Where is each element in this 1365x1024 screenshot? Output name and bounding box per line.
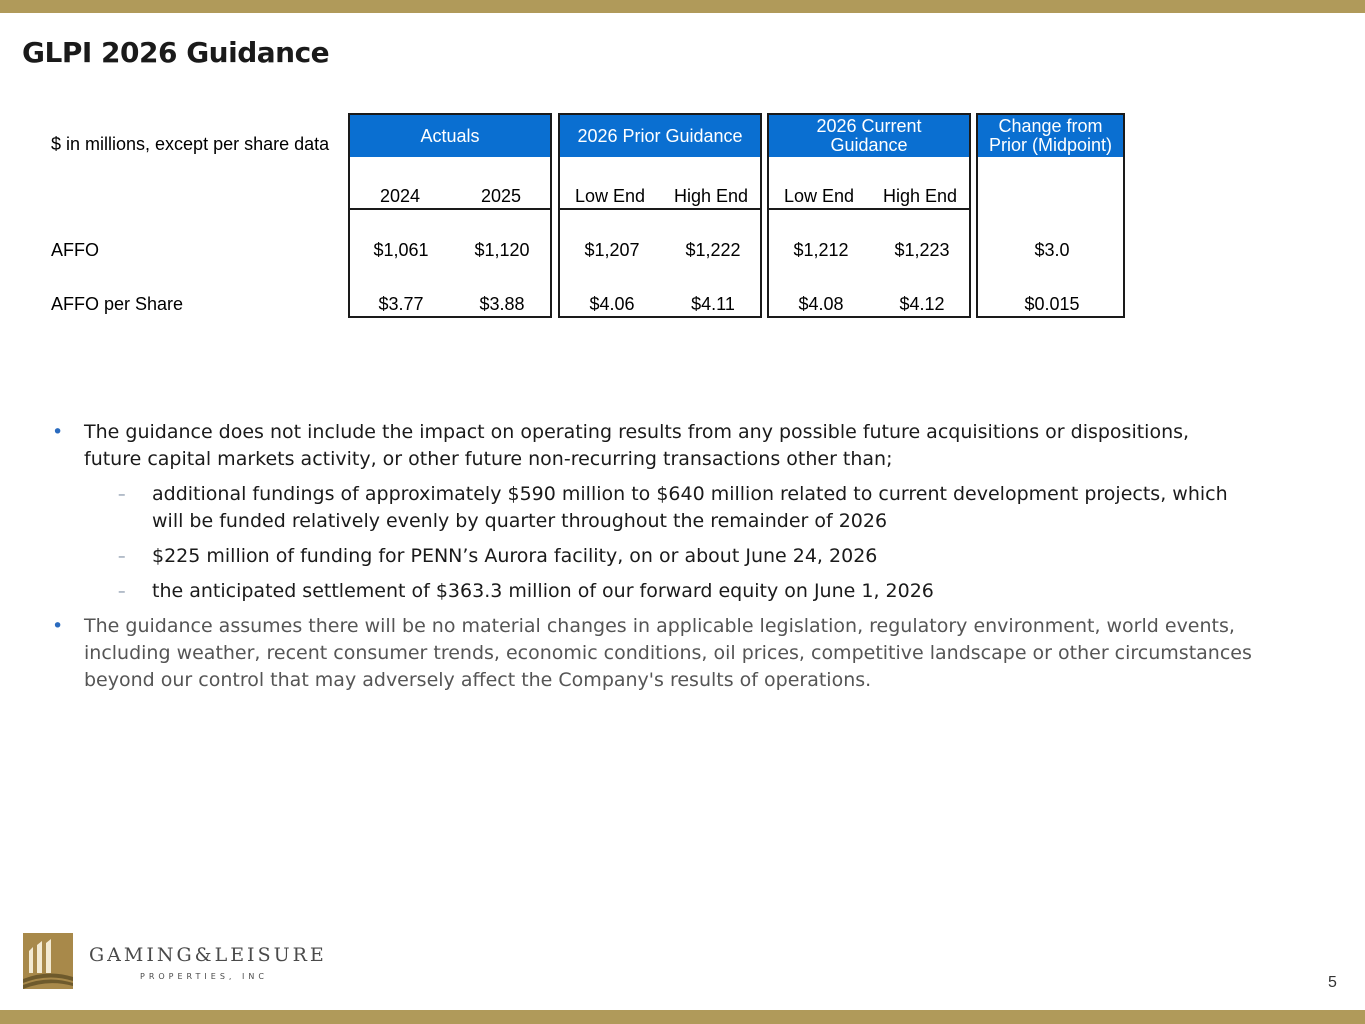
dash-icon: –: [118, 485, 126, 503]
page-title: GLPI 2026 Guidance: [22, 36, 330, 69]
cell: $3.77: [378, 294, 424, 314]
dash-icon: –: [118, 582, 126, 600]
cell: $4.12: [899, 294, 945, 314]
list-item: – the anticipated settlement of $363.3 million of our forward equity on June 1, 2026: [52, 578, 1252, 605]
dash-icon: –: [118, 547, 126, 565]
row-label: AFFO per Share: [51, 294, 184, 314]
cell: $1,061: [373, 240, 429, 260]
cell: $1,212: [793, 240, 849, 260]
col-current-high: High End: [882, 186, 958, 206]
col-current-low: Low End: [783, 186, 855, 206]
cell: $3.0: [1034, 240, 1070, 260]
header-change: Change from Prior (Midpoint): [978, 115, 1123, 157]
logo-subtitle: PROPERTIES, INC: [140, 972, 268, 981]
col-prior-high: High End: [673, 186, 749, 206]
col-2025: 2025: [480, 186, 522, 206]
cell: $3.88: [479, 294, 525, 314]
page-number: 5: [1328, 974, 1337, 991]
divider: [350, 208, 550, 210]
cell: $4.08: [798, 294, 844, 314]
bullet-dot-icon: •: [52, 421, 64, 443]
row-label: AFFO: [51, 240, 99, 260]
cell: $1,222: [685, 240, 741, 260]
header-actuals: Actuals: [350, 115, 550, 157]
cell: $4.11: [691, 294, 735, 314]
bottom-band: [0, 1010, 1365, 1024]
cell: $0.015: [1024, 294, 1080, 314]
col-2024: 2024: [379, 186, 421, 206]
list-item: – $225 million of funding for PENN’s Aurora facility, on or about June 24, 2026: [52, 543, 1252, 570]
cell: $4.06: [589, 294, 635, 314]
col-prior-low: Low End: [574, 186, 646, 206]
company-logo-icon: [23, 933, 73, 989]
cell: $1,223: [894, 240, 950, 260]
header-prior-guidance: 2026 Prior Guidance: [560, 115, 760, 157]
bullet-dot-icon: •: [52, 615, 64, 637]
divider: [769, 208, 969, 210]
cell: $1,207: [584, 240, 640, 260]
list-item: • The guidance assumes there will be no material changes in applicable legislation, regulatory environment, world events, including weather, recent consumer trends, economic conditions, oil prices, competitive landscape or other circumstances beyond our control that may adversely affect the Company's results of operations.: [52, 615, 1252, 691]
guidance-notes: [52, 419, 1252, 702]
list-item: • The guidance does not include the impact on operating results from any possible future acquisitions or dispositions, future capital markets activity, or other future non-recurring transactions other than;: [52, 421, 1190, 470]
units-label: $ in millions, except per share data: [51, 134, 330, 154]
list-item: – additional fundings of approximately $590 million to $640 million related to current development projects, which will be funded relatively evenly by quarter throughout the remainder of 2026: [118, 483, 1228, 532]
header-current-guidance: 2026 Current Guidance: [769, 115, 969, 157]
top-band: [0, 0, 1365, 13]
logo-name: GAMING&LEISURE: [89, 944, 327, 966]
divider: [560, 208, 760, 210]
cell: $1,120: [474, 240, 530, 260]
